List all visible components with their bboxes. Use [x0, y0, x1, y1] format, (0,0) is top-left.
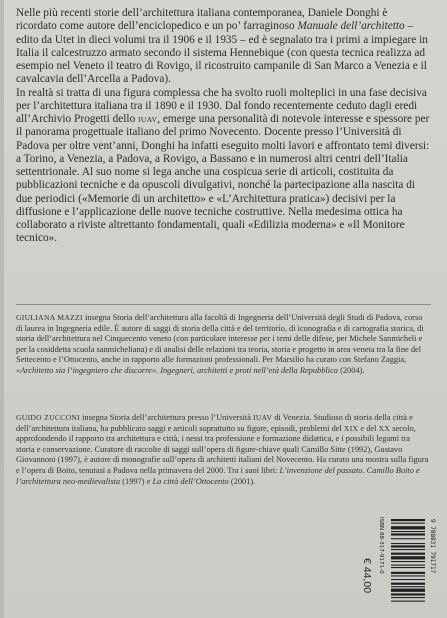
bio-text: (2001).	[228, 476, 256, 486]
century-xix: XIX	[343, 423, 359, 433]
barcode-bar	[391, 579, 425, 580]
bio-text: (2004).	[337, 365, 365, 375]
barcode-digits: 9 788831 791717	[429, 519, 436, 574]
barcode-bar	[391, 593, 425, 595]
barcode-bar	[391, 523, 425, 524]
barcode-bar	[391, 567, 425, 568]
barcode-bar	[391, 583, 425, 585]
price-text: € 44,00	[361, 558, 373, 594]
barcode-bar	[391, 601, 425, 602]
bio-text: insegna Storia dell’architettura alla facoltà di Ingegneria dell’Università degli Studi di Padova, corso di laurea in Ingegneria edile. È autore di saggi di storia della città e del territorio, di iconografia e di cartografia storica, di storia dell’architettura nel Cinquecento veneto (con particolare interesse per i temi delle difese, per Michele Sanmicheli e per la cosiddetta scuola sanmicheliana) e di analisi delle relazioni tra teoria, storia e progetto in area veneta tra la fine del Settecento e l’Ottocento, anche in rapporto alle formazioni professionali. Per Marsilio ha curato con Stefano Zaggia,	[16, 313, 424, 365]
barcode-bar	[391, 556, 425, 559]
barcode-bar	[391, 589, 425, 592]
divider	[16, 304, 431, 305]
barcode-bar	[391, 531, 425, 532]
bio-text: secolo, approfondendo il rapporto tra architettura e città, i nessi tra professione e formazione didattica, e i possibili legami tra storia e conservazione. Curatore di raccolte di saggi sull’opera di figure-chiave quali Camillo Sitte (1992), Gustavo Giovannoni (1997), è autore di monografie sull’opera di architetti italiani del Novecento. Ha curato una mostra sulla figura e l’opera di Boito, tenutasi a Padova nella primavera del 2000. Tra i suoi libri:	[16, 423, 429, 475]
blurb-text: – edito da Utet in dieci volumi tra il 1906 e il 1935 – ed è segnalato tra i primi a impiegare in Italia il calcestruzzo armato secondo il sistema Hennebique (con questa tecnica realizza ad esempio nel Veneto il teatro di Rovigo, il ricostruito campanile di San Marco a Venezia e il cavalcavia dell’Arcella a Padova).	[16, 20, 428, 86]
blurb-text: In realtà si tratta di una figura complessa che ha svolto ruoli molteplici in una fase decisiva per l’architettura italiana tra il 1890 e il 1930. Dal fondo recentemente ceduto dagli eredi all’Archivio Progetti dello	[16, 86, 427, 125]
barcode-bar	[391, 538, 425, 539]
blurb-paragraph-2	[16, 87, 430, 246]
book-title: La città dell’Ottocento	[152, 476, 229, 486]
barcode-bar	[391, 586, 425, 587]
barcode-number	[428, 519, 437, 605]
bio-text: insegna Storia dell’architettura presso l’Università	[80, 413, 254, 422]
blurb-paragraph-1	[16, 7, 430, 87]
barcode-bar	[391, 545, 425, 547]
author-bio-mazzi	[16, 313, 430, 377]
bio-text: di Venezia. Studioso di storia della città e dell’architettura italiana, ha pubblicato saggi e articoli soprattutto su figure, episodi, problemi del	[16, 413, 413, 433]
barcode-box	[379, 515, 437, 610]
book-title-manuale: Manuale dell’architetto	[297, 20, 405, 33]
price-label	[360, 558, 374, 602]
author-name: GUIDO ZUCCONI	[16, 413, 81, 422]
barcode-bar	[391, 519, 425, 521]
barcode-bar	[391, 572, 425, 574]
barcode-bar	[391, 575, 425, 576]
blurb	[16, 7, 430, 246]
barcode-bar	[391, 565, 425, 566]
book-title: «Architetto sia l’ingegniero che discorre». Ingegneri, architetti e proti nell’età della Repubblica	[16, 365, 338, 375]
barcode-bar	[391, 597, 425, 598]
author-name: GIULIANA MAZZI	[16, 313, 83, 322]
book-title: L’invenzione del passato. Camillo Boito e l’architettura neo-medievalista	[16, 465, 420, 486]
barcode-bars	[391, 519, 425, 603]
isbn-label	[379, 515, 389, 610]
author-bio-zucconi	[16, 413, 430, 487]
iuav-abbrev: IUAV	[138, 115, 158, 124]
spine-fold	[0, 0, 4, 618]
barcode-bar	[391, 549, 425, 550]
bio-text: e del	[358, 423, 379, 433]
barcode-bar	[391, 526, 425, 529]
bio-text: (1997) e	[120, 476, 153, 486]
iuav-abbrev: IUAV	[253, 413, 273, 422]
blurb-text: Nelle più recenti storie dell’architettura italiana contemporanea, Daniele Donghi è ricordato come autore dell’enciclopedico e un po’ farraginoso	[16, 7, 388, 33]
barcode-bar	[391, 543, 425, 544]
barcode-bar	[391, 553, 425, 555]
isbn-text: ISBN 88-317-9171-0	[378, 517, 384, 574]
barcode-bar	[391, 561, 425, 562]
barcode-bar	[391, 533, 425, 535]
blurb-text: , emerge una personalità di notevole interesse e spessore per il panorama progettuale italiano del primo Novecento. Docente presso l’Università di Padova per oltre vent’anni, Donghi ha infatti eseguito molti lavori e affrontato temi diversi: a Torino, a Venezia, a Padova, a Rovigo, a Bassano e in numerosi altri centri dell’Italia settentrionale. Al suo nome si lega anche una cospicua serie di articoli, costituita da pubblicazioni tecniche e da opuscoli divulgativi, nonché la partecipazione alla nascita di due periodici («Memorie di un architetto» e «L’Architettura pratica») decisivi per la diffusione e l’applicazione delle nuove tecniche costruttive. Nella medesima ottica ha collaborato a riviste altrettanto fondamentali, quali «Edilizia moderna» e «Il Monitore tecnico».	[16, 113, 430, 245]
century-xx: XX	[378, 423, 391, 433]
